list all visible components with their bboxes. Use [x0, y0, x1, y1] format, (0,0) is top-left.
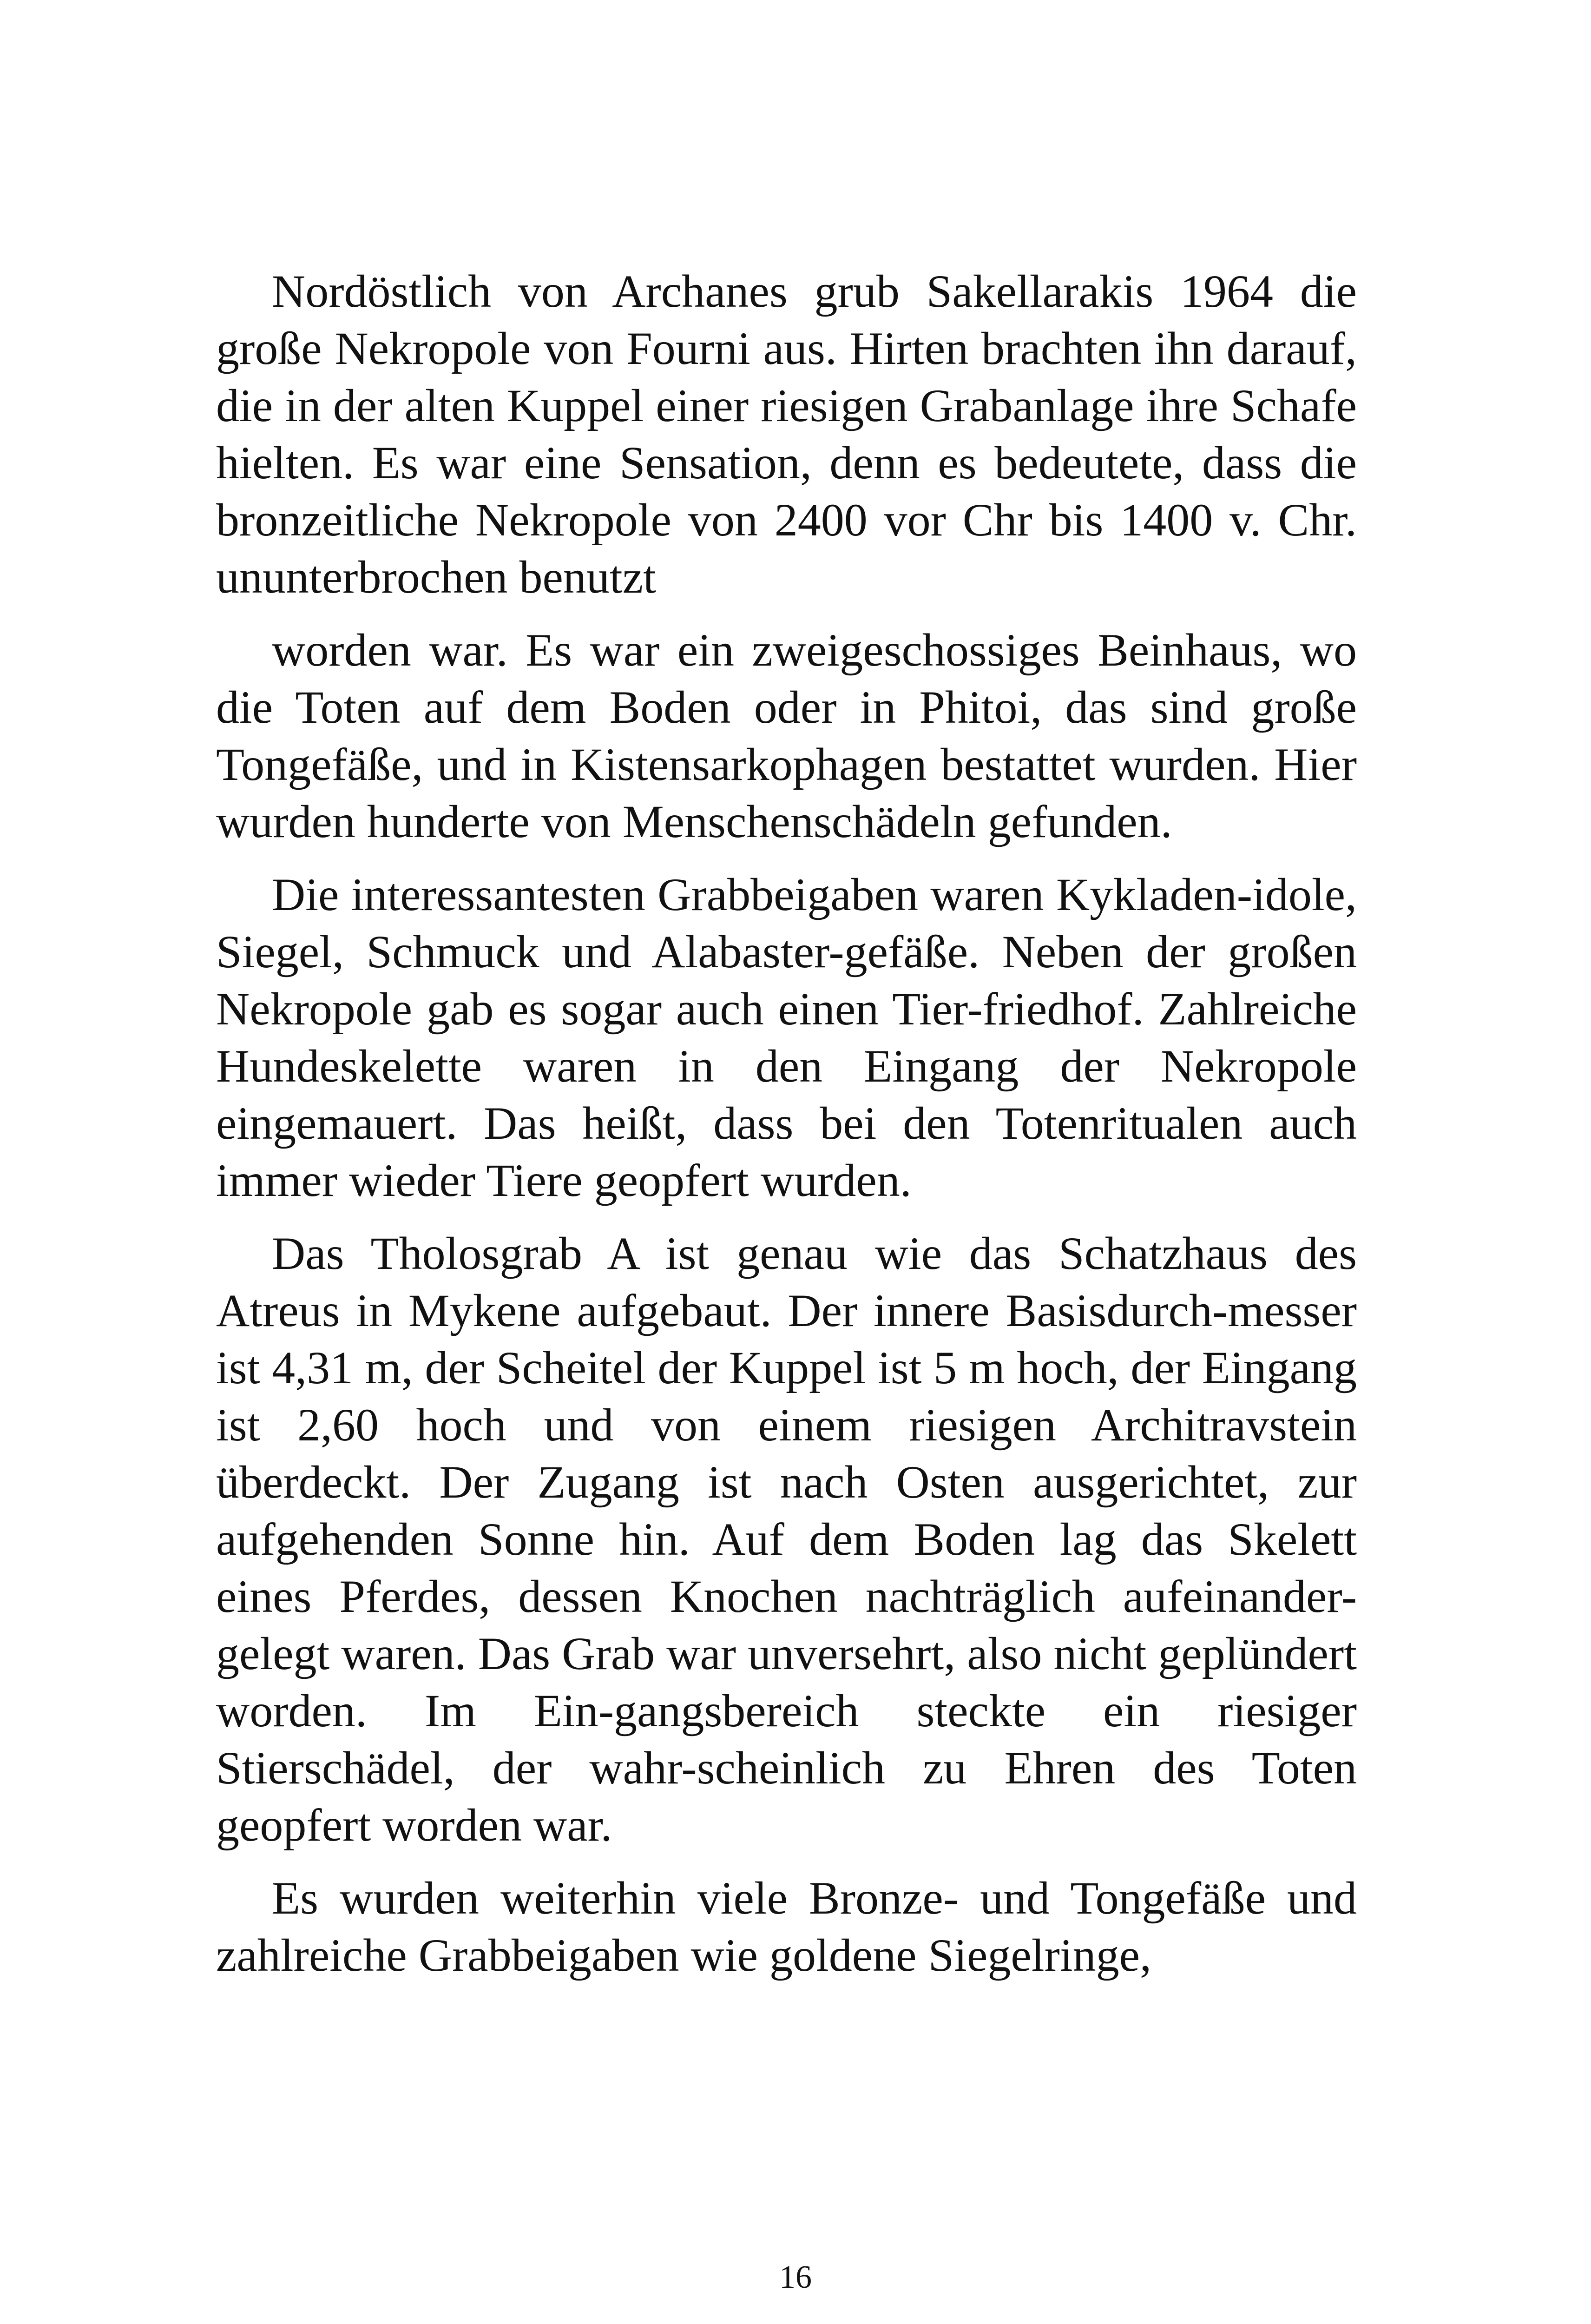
paragraph-1: Nordöstlich von Archanes grub Sakellarakis 1964 die große Nekropole von Fourni aus. Hirten brachten ihn darauf, die in der alten Kuppel einer riesigen Grabanlage ihre Schafe hielten. Es war eine Sensation, denn es bedeutete, dass die bronzeitliche Nekropole von 2400 vor Chr bis 1400 v. Chr. ununterbrochen benutzt — [216, 265, 1357, 603]
body-text — [216, 263, 1357, 1984]
paragraph-5: Es wurden weiterhin viele Bronze- und Tongefäße und zahlreiche Grabbeigaben wie goldene Siegelringe, — [216, 1872, 1357, 1981]
paragraph-4: Das Tholosgrab A ist genau wie das Schatzhaus des Atreus in Mykene aufgebaut. Der innere Basisdurch-messer ist 4,31 m, der Scheitel der Kuppel ist 5 m hoch, der Eingang ist 2,60 hoch und von einem riesigen Architravstein überdeckt. Der Zugang ist nach Osten ausgerichtet, zur aufgehenden Sonne hin. Auf dem Boden lag das Skelett eines Pferdes, dessen Knochen nachträglich aufeinander-gelegt waren. Das Grab war unversehrt, also nicht geplündert worden. Im Ein-gangsbereich steckte ein riesiger Stierschädel, der wahr-scheinlich zu Ehren des Toten geopfert worden war. — [216, 1228, 1357, 1851]
paragraph-3: Die interessantesten Grabbeigaben waren Kykladen-idole, Siegel, Schmuck und Alabaster-gefäße. Neben der großen Nekropole gab es sogar auch einen Tier-friedhof. Zahlreiche Hundeskelette waren in den Eingang der Nekropole eingemauert. Das heißt, dass bei den Totenritualen auch immer wieder Tiere geopfert wurden. — [216, 869, 1357, 1206]
page-number: 16 — [779, 2259, 812, 2295]
paragraph-2: worden war. Es war ein zweigeschossiges Beinhaus, wo die Toten auf dem Boden oder in Phitoi, das sind große Tongefäße, und in Kistensarkophagen bestattet wurden. Hier wurden hunderte von Menschenschädeln gefunden. — [216, 624, 1357, 847]
